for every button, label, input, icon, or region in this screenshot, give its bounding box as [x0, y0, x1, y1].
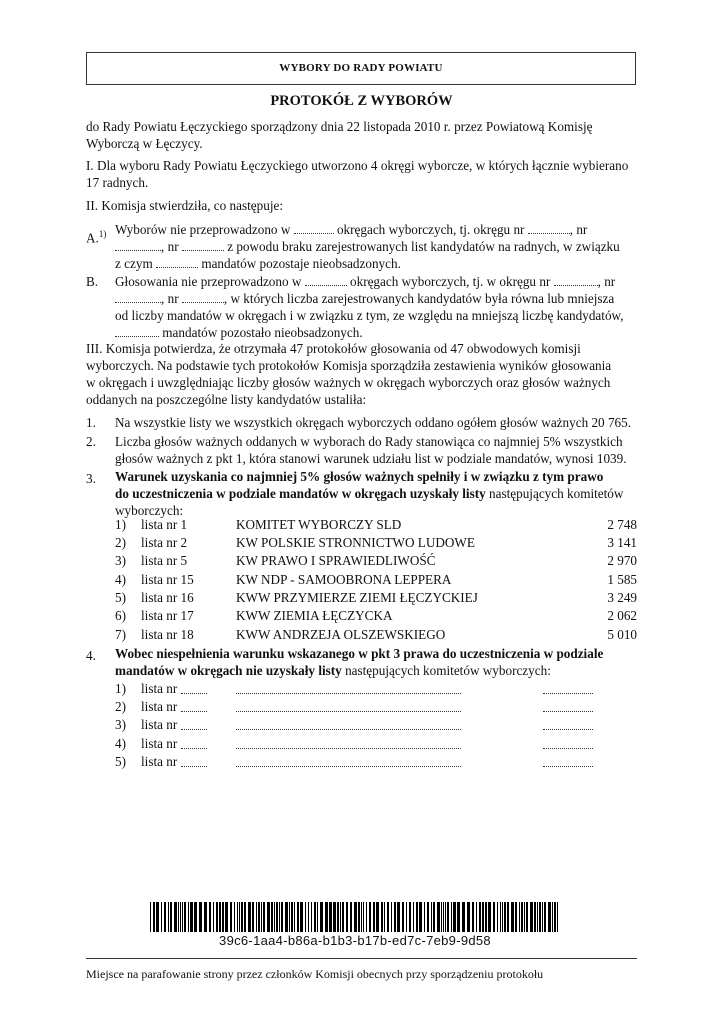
barcode-bar [317, 902, 318, 932]
barcode-bar [333, 902, 336, 932]
barcode-bar [493, 902, 495, 932]
barcode-bar [329, 902, 332, 932]
barcode-bar [300, 902, 303, 932]
barcode-bar [350, 902, 352, 932]
barcode-bar [402, 902, 404, 932]
barcode-bar [443, 902, 444, 932]
barcode-bar [190, 902, 193, 932]
barcode-bar [476, 902, 477, 932]
barcode-bar [234, 902, 235, 932]
section2-b-label: B. [86, 274, 99, 289]
barcode-bar [548, 902, 551, 932]
section2-b-line-4: mandatów pozostało nieobsadzonych. [115, 324, 637, 341]
barcode-bar [256, 902, 257, 932]
section2-a-line-1: Wyborów nie przeprowadzono w okręgach wyborczych, tj. okręgu nr , nr [115, 222, 588, 237]
qualified-list-row: 1) lista nr 1 KOMITET WYBORCZY SLD 2 748 [115, 517, 637, 532]
barcode-bar [502, 902, 503, 932]
barcode-bar [314, 902, 316, 932]
intro-line-1: do Rady Powiatu Łęczyckiego sporządzony dnia 22 listopada 2010 r. przez Powiatową Komisję [86, 119, 593, 134]
section2-b-line-2: , nr , w których liczba zarejestrowanych kandydatów była równa lub mniejsza [115, 290, 637, 307]
barcode-bar [244, 902, 246, 932]
barcode-bar [230, 902, 232, 932]
point3-number: 3. [86, 471, 96, 486]
barcode-bar [248, 902, 251, 932]
footer-text: Miejsce na parafowanie strony przez członków Komisji obecnych przy sporządzeniu protokołu [86, 967, 544, 981]
barcode-bar [381, 902, 383, 932]
barcode-bar [497, 902, 498, 932]
intro-line-2: Wyborczą w Łęczycy. [86, 136, 203, 151]
barcode-bar [285, 902, 288, 932]
barcode-bar [216, 902, 218, 932]
barcode-bar [366, 902, 367, 932]
barcode-bar [305, 902, 306, 932]
barcode-bar [153, 902, 155, 932]
section2-b-line-1: Głosowania nie przeprowadzono w okręgach wyborczych, tj. w okręgu nr , nr [115, 274, 616, 289]
point4-number: 4. [86, 648, 96, 663]
point3-line-3: wyborczych: [115, 503, 184, 518]
barcode-bar [261, 902, 262, 932]
barcode-bar [161, 902, 162, 932]
barcode-bar [437, 902, 440, 932]
footer-divider [86, 958, 637, 959]
barcode-bar [394, 902, 396, 932]
barcode-bar [194, 902, 197, 932]
barcode-bar [188, 902, 189, 932]
section3-line-2: wyborczych. Na podstawie tych protokołów Komisja sporządziła zestawienia wyników głosowania [86, 358, 612, 373]
barcode-bar [479, 902, 481, 932]
barcode-bar [534, 902, 536, 932]
barcode-bar [524, 902, 525, 932]
barcode-bar [552, 902, 553, 932]
point2-line-1: Liczba głosów ważnych oddanych w wyborach do Rady stanowiąca co najmniej 5% wszystkich [115, 434, 623, 449]
barcode-bar [384, 902, 385, 932]
point2-line-2: głosów ważnych z pkt 1, która stanowi warunek udziału list w podziale mandatów, wynosi 1039. [115, 451, 627, 466]
barcode-bar [373, 902, 375, 932]
barcode-bar [488, 902, 491, 932]
barcode-bar [267, 902, 270, 932]
header-box-title: WYBORY DO RADY POWIATU [279, 62, 443, 74]
barcode-bar [453, 902, 456, 932]
point3-line-1: Warunek uzyskania co najmniej 5% głosów ważnych spełniły i w związku z tym prawo [115, 469, 604, 484]
barcode-bar [308, 902, 309, 932]
section2-a-line-2: , nr z powodu braku zarejestrowanych list kandydatów na radnych, w związku [115, 238, 637, 255]
barcode-bar [441, 902, 442, 932]
barcode-bar [363, 902, 364, 932]
point2-number: 2. [86, 434, 96, 449]
page-title: PROTOKÓŁ Z WYBORÓW [270, 93, 453, 109]
unqualified-list-row: 3) lista nr [115, 716, 637, 734]
barcode-bar [184, 902, 186, 932]
point1-number: 1. [86, 415, 96, 430]
qualified-list-row: 4) lista nr 15 KW NDP - SAMOOBRONA LEPPERA 1 585 [115, 572, 637, 587]
barcode-bar [239, 902, 240, 932]
barcode-bar [252, 902, 254, 932]
barcode-bar [337, 902, 339, 932]
barcode-bar [311, 902, 312, 932]
section1-line-1: I. Dla wyboru Rady Powiatu Łęczyckiego utworzono 4 okręgi wyborcze, w których łącznie wybierano [86, 158, 629, 173]
barcode-bar [427, 902, 429, 932]
barcode-bar [258, 902, 260, 932]
barcode-bar [397, 902, 400, 932]
barcode-bar [320, 902, 323, 932]
barcode-bar [150, 902, 151, 932]
barcode-bar [168, 902, 169, 932]
barcode-bar [447, 902, 449, 932]
barcode-bar [431, 902, 432, 932]
section2-a-label: A.$^{1)}$ [86, 229, 107, 246]
barcode-bar [482, 902, 484, 932]
barcode-bar [526, 902, 528, 932]
section3-line-4: oddanych na poszczególne listy kandydatów ustaliła: [86, 392, 367, 407]
barcode-bar [544, 902, 546, 932]
barcode-bar [554, 902, 556, 932]
barcode-bar [174, 902, 177, 932]
barcode-bar [537, 902, 538, 932]
point3-line-2: do uczestniczenia w podziale mandatów w okręgach uzyskały listy następujących komitetów [115, 486, 624, 501]
barcode-bar [462, 902, 465, 932]
barcode-bar [424, 902, 425, 932]
barcode-bar [225, 902, 228, 932]
section3-line-1: III. Komisja potwierdza, że otrzymała 47 protokołów głosowania od 47 obwodowych komisji [86, 341, 581, 356]
qualified-list-row: 6) lista nr 17 KWW ZIEMIA ŁĘCZYCKA 2 062 [115, 608, 637, 623]
barcode-bar [485, 902, 487, 932]
point1-text: Na wszystkie listy we wszystkich okręgach wyborczych oddano ogółem głosów ważnych 20 765. [115, 415, 632, 430]
barcode-bar [376, 902, 379, 932]
barcode-bar [451, 902, 452, 932]
barcode-bar [199, 902, 202, 932]
barcode-bar [279, 902, 280, 932]
barcode-bar [289, 902, 290, 932]
barcode-bar [342, 902, 344, 932]
barcode-bar [467, 902, 470, 932]
unqualified-list-row: 1) lista nr [115, 680, 637, 698]
barcode-bar [340, 902, 341, 932]
unqualified-list-row: 5) lista nr [115, 753, 637, 771]
barcode-bar [361, 902, 362, 932]
barcode-bar [433, 902, 435, 932]
barcode-bar [156, 902, 159, 932]
barcode-bar [180, 902, 181, 932]
barcode-bar [354, 902, 357, 932]
barcode-bar [346, 902, 348, 932]
barcode-bar [170, 902, 172, 932]
barcode-bar [419, 902, 422, 932]
barcode-bar [369, 902, 371, 932]
unqualified-list-row: 2) lista nr [115, 698, 637, 716]
barcode-bar [263, 902, 265, 932]
barcode-bar [530, 902, 533, 932]
barcode-bar [219, 902, 221, 932]
section2-a-line-3: z czym mandatów pozostaje nieobsadzonych. [115, 256, 401, 271]
barcode-bar [241, 902, 243, 932]
barcode-bar [281, 902, 283, 932]
barcode-bar [542, 902, 543, 932]
barcode-bar [406, 902, 407, 932]
barcode-bar [291, 902, 293, 932]
header-box [86, 52, 636, 85]
qualified-list-row: 3) lista nr 5 KW PRAWO I SPRAWIEDLIWOŚĆ 2 970 [115, 553, 637, 568]
barcode-code: 39c6-1aa4-b86a-b1b3-b17b-ed7c-7eb9-9d58 [219, 933, 491, 948]
barcode-bar [274, 902, 275, 932]
barcode-bar [387, 902, 389, 932]
barcode-bar [391, 902, 392, 932]
barcode-bar [164, 902, 166, 932]
barcode-bar [507, 902, 509, 932]
barcode-bar [409, 902, 411, 932]
barcode-bar [358, 902, 360, 932]
section1-line-2: 17 radnych. [86, 175, 149, 190]
point4-line-2: mandatów w okręgach nie uzyskały listy następujących komitetów wyborczych: [115, 663, 551, 678]
barcode-bar [416, 902, 418, 932]
barcode-bar [511, 902, 514, 932]
barcode [150, 902, 560, 932]
barcode-bar [178, 902, 179, 932]
barcode-bar [539, 902, 541, 932]
barcode-bar [325, 902, 328, 932]
barcode-bar [445, 902, 446, 932]
barcode-bar [294, 902, 295, 932]
unqualified-list-row: 4) lista nr [115, 735, 637, 753]
barcode-bar [457, 902, 460, 932]
barcode-bar [504, 902, 506, 932]
barcode-bar [271, 902, 273, 932]
barcode-bar [204, 902, 207, 932]
section2-b-line-3: od liczby mandatów w okręgach i w związku z tym, ze względu na mniejszą liczbę kandydatów, [115, 308, 624, 323]
barcode-bar [557, 902, 558, 932]
barcode-bar [237, 902, 238, 932]
barcode-bar [472, 902, 474, 932]
barcode-bar [209, 902, 211, 932]
qualified-list-row: 5) lista nr 16 KWW PRZYMIERZE ZIEMI ŁĘCZYCKIEJ 3 249 [115, 590, 637, 605]
barcode-bar [500, 902, 501, 932]
section3-line-3: w okręgach i uwzględniając liczby głosów ważnych w okręgach wyborczych oraz głosów ważnych [86, 375, 611, 390]
barcode-bar [521, 902, 523, 932]
barcode-bar [276, 902, 278, 932]
section2-intro: II. Komisja stwierdziła, co następuje: [86, 198, 284, 213]
barcode-bar [519, 902, 520, 932]
barcode-bar [182, 902, 183, 932]
barcode-bar [413, 902, 414, 932]
qualified-list-row: 2) lista nr 2 KW POLSKIE STRONNICTWO LUDOWE 3 141 [115, 535, 637, 550]
point4-line-1: Wobec niespełnienia warunku wskazanego w pkt 3 prawa do uczestniczenia w podziale [115, 646, 604, 661]
barcode-bar [222, 902, 224, 932]
qualified-list-row: 7) lista nr 18 KWW ANDRZEJA OLSZEWSKIEGO 5 010 [115, 627, 637, 642]
barcode-bar [297, 902, 299, 932]
barcode-bar [213, 902, 214, 932]
barcode-bar [515, 902, 517, 932]
